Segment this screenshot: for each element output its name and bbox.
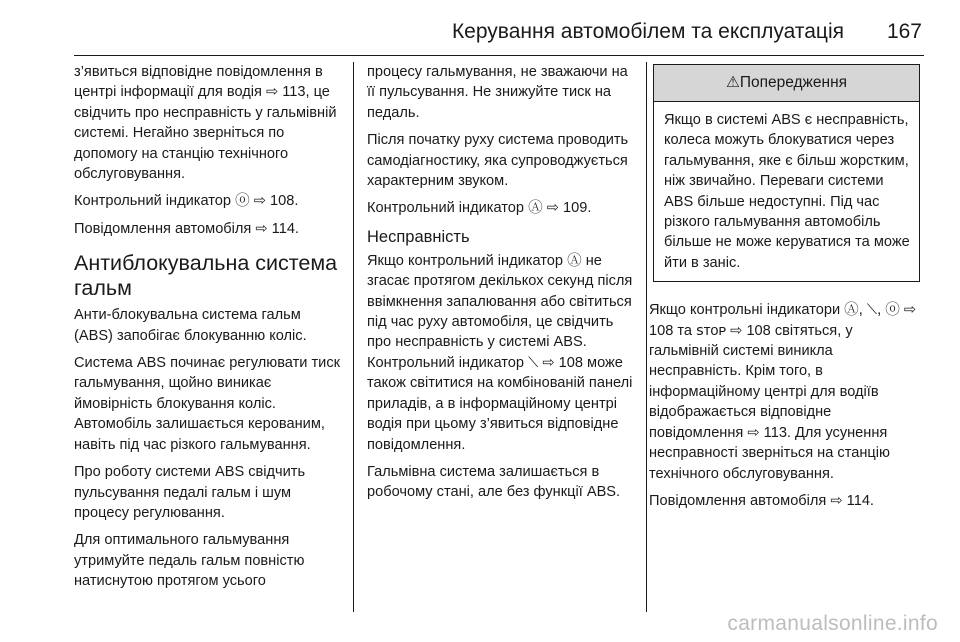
warning-header: ⚠Попередження: [654, 65, 919, 102]
paragraph: процесу гальмування, не зважаючи на її пульсування. Не знижуйте тиск на педаль.: [367, 64, 628, 121]
warning-box: [653, 64, 920, 282]
column-left: [74, 62, 342, 599]
page-title: Керування автомобілем та експлуатація: [451, 20, 844, 43]
warning-text: Якщо в системі ABS є несправність, колеса можуть блокуватися через гальмування, яке є більш жорстким, ніж звичайно. Переваги системи ABS більше недоступні. Під час різкого гальмування автомобіль більше не може керуватися та може йти в заніс.: [664, 112, 910, 271]
paragraph: Контрольний індикатор ⓞ ⇨ 108.: [74, 193, 299, 210]
paragraph: Для оптимального гальмування утримуйте педаль гальм повністю натиснутою протягом усього: [74, 532, 305, 590]
paragraph: з’явиться відповідне повідомлення в центрі інформації для водія ⇨ 113, це свідчить про несправність у гальмівній системі. Негайно зверніться по допомогу на станцію технічного обслуговування.: [74, 64, 337, 183]
paragraph: Контрольний індикатор Ⓐ ⇨ 109.: [367, 200, 592, 217]
paragraph: Повідомлення автомобіля ⇨ 114.: [74, 220, 299, 237]
subsection-title: Несправність: [367, 227, 470, 246]
paragraph: Якщо контрольні індикатори Ⓐ, ⟍, ⓞ ⇨ 108 та ꜱᴛᴏᴘ ⇨ 108 світяться, у гальмівній системі виникла несправність. Крім того, в інформаційному центрі для водіїв відображається відповідне повідомлення ⇨ 113. Для усунення несправності зверніться на станцію технічного обслуговування.: [649, 302, 917, 482]
column-divider: [646, 62, 647, 612]
page-number: 167: [886, 20, 922, 43]
paragraph: Система ABS починає регулювати тиск гальмування, щойно виникає ймовірність блокування коліс. Автомобіль залишається керованим, навіть під час різкого гальмування.: [74, 355, 341, 453]
paragraph: Гальмівна система залишається в робочому стані, але без функції ABS.: [367, 463, 621, 501]
watermark: carmanualsonline.info: [727, 612, 938, 635]
page-header: [0, 0, 960, 60]
column-divider: [353, 62, 354, 612]
header-divider: [74, 55, 924, 56]
section-title: Антиблокувальна система гальм: [74, 251, 338, 301]
paragraph: Повідомлення автомобіля ⇨ 114.: [649, 492, 874, 509]
column-right: [649, 60, 926, 518]
paragraph: Після початку руху система проводить самодіагностику, яка супроводжується характерним звуком.: [367, 132, 629, 190]
paragraph: Анти-блокувальна система гальм (ABS) запобігає блокуванню коліс.: [74, 307, 307, 344]
paragraph: Якщо контрольний індикатор Ⓐ не згасає протягом декількох секунд після ввімкнення запалювання або світиться під час руху автомобіля, це свідчить про несправність у системі ABS. Контрольний індикатор ⟍ ⇨ 108 може також світитися на комбінованій панелі приладів, а в інформаційному центрі водія при цьому з’явиться відповідне повідомлення.: [367, 252, 633, 453]
column-middle: [367, 62, 635, 510]
paragraph: Про роботу системи ABS свідчить пульсування педалі гальм і шум процесу регулювання.: [74, 464, 306, 521]
